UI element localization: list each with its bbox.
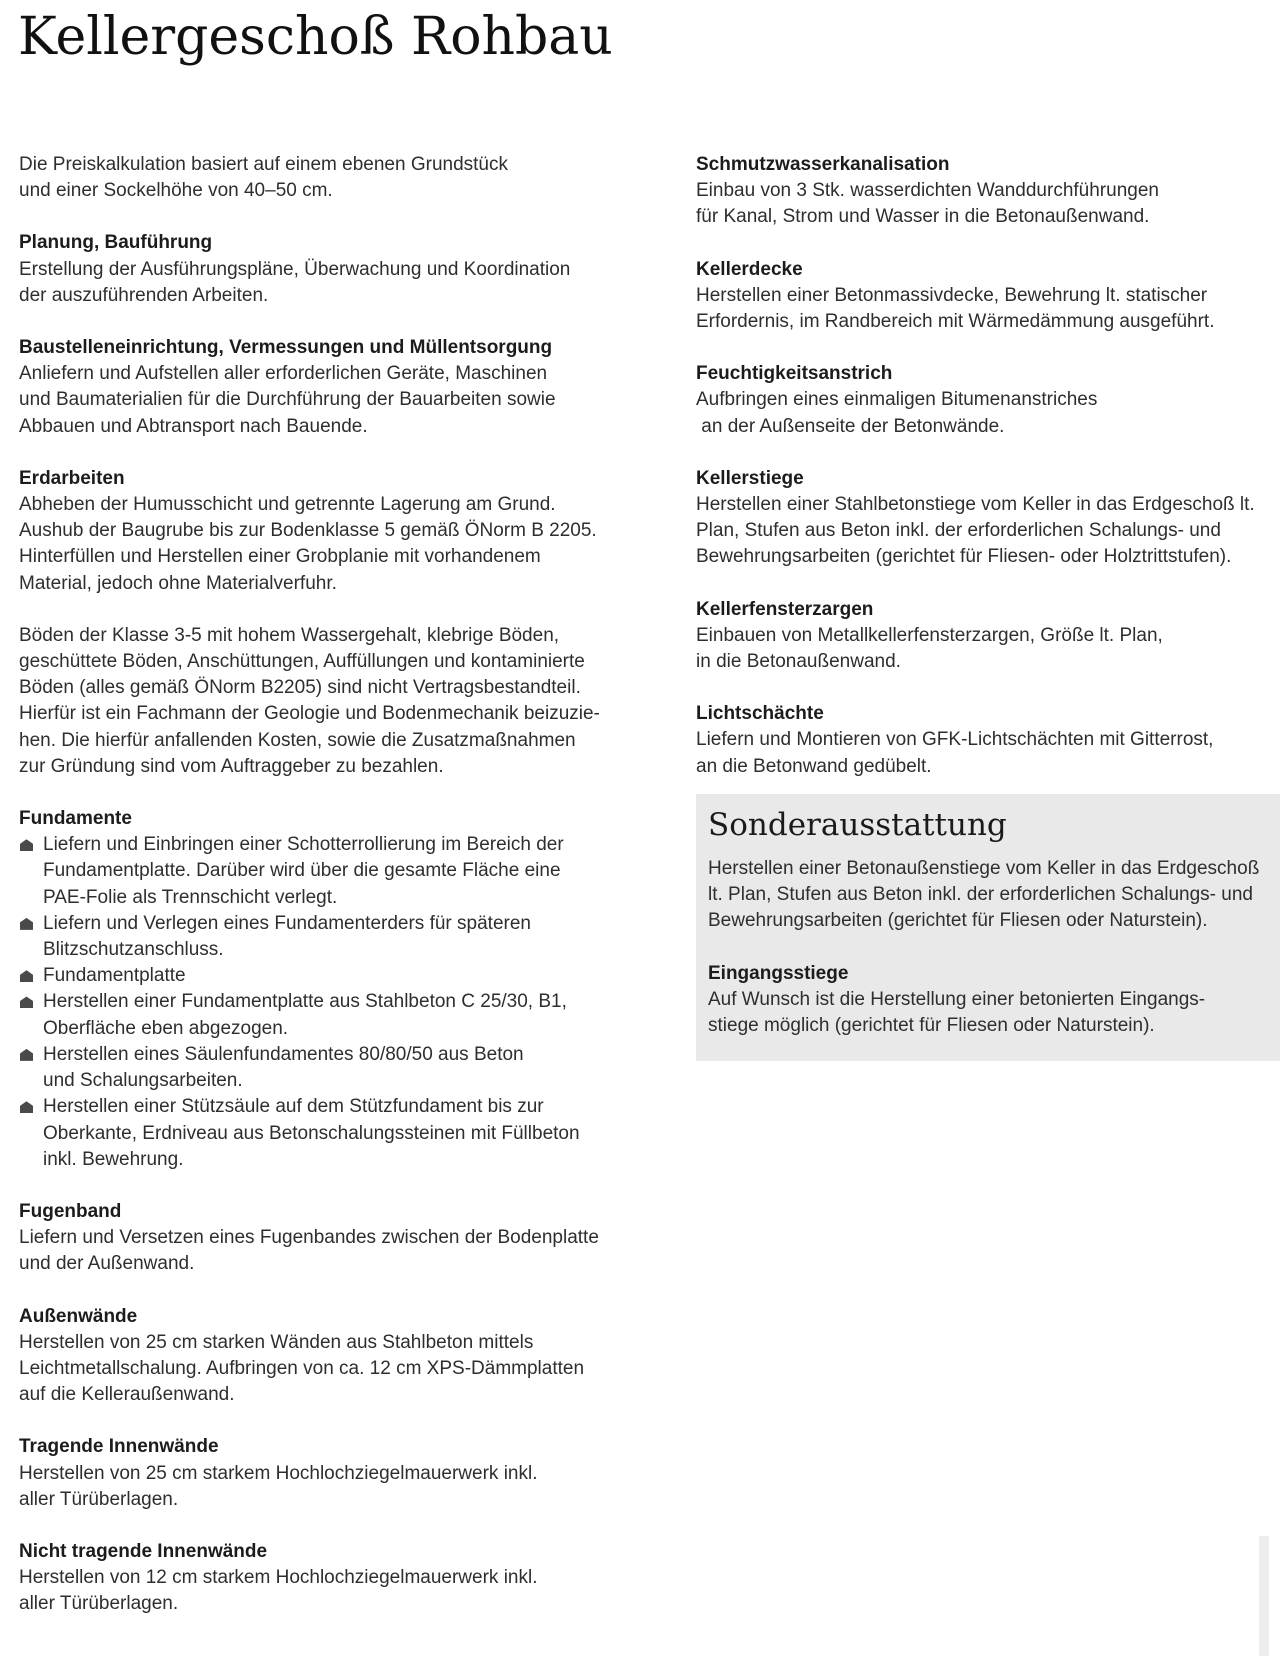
section-lichtschaechte bbox=[696, 701, 1280, 780]
section-fundamente bbox=[19, 806, 659, 1173]
section-fugenband bbox=[19, 1199, 659, 1278]
section-boeden-hinweis bbox=[19, 623, 659, 780]
section-line: in die Betonaußenwand. bbox=[696, 651, 901, 673]
section-line: an die Betonwand gedübelt. bbox=[696, 755, 932, 777]
list-item bbox=[19, 1042, 659, 1094]
section-heading: Kellerstiege bbox=[696, 467, 804, 489]
house-bullet-icon bbox=[20, 1049, 33, 1061]
sonderausstattung-box bbox=[696, 794, 1280, 1061]
section-line: für Kanal, Strom und Wasser in die Betonaußenwand. bbox=[696, 206, 1150, 228]
section-planung bbox=[19, 230, 659, 309]
section-tragende-innenwaende bbox=[19, 1434, 659, 1513]
section-line: Herstellen einer Stahlbetonstiege vom Keller in das Erdgeschoß lt. bbox=[696, 494, 1255, 516]
section-line: Abheben der Humusschicht und getrennte Lagerung am Grund. bbox=[19, 494, 556, 516]
section-line: stiege möglich (gerichtet für Fliesen oder Naturstein). bbox=[708, 1015, 1155, 1037]
section-line: lt. Plan, Stufen aus Beton inkl. der erforderlichen Schalungs- und bbox=[708, 884, 1253, 906]
section-line: Einbauen von Metallkellerfensterzargen, Größe lt. Plan, bbox=[696, 624, 1163, 646]
section-line: Bewehrungsarbeiten (gerichtet für Fliesen- oder Holztrittstufen). bbox=[696, 546, 1232, 568]
list-item bbox=[19, 832, 659, 911]
section-schmutzwasserkanalisation bbox=[696, 152, 1280, 231]
section-line: und Baumaterialien für die Durchführung der Bauarbeiten sowie bbox=[19, 389, 556, 411]
house-bullet-icon bbox=[20, 918, 33, 930]
section-line: Erstellung der Ausführungspläne, Überwachung und Koordination bbox=[19, 258, 571, 280]
section-line: der auszuführenden Arbeiten. bbox=[19, 284, 269, 306]
section-heading: Schmutzwasserkanalisation bbox=[696, 154, 950, 175]
section-feuchtigkeitsanstrich bbox=[696, 361, 1280, 440]
section-heading: Fugenband bbox=[19, 1200, 122, 1222]
section-line: Hierfür ist ein Fachmann der Geologie und Bodenmechanik beizuzie- bbox=[19, 703, 600, 725]
section-aussenwaende bbox=[19, 1304, 659, 1409]
section-line: Material, jedoch ohne Materialverfuhr. bbox=[19, 572, 337, 594]
section-line: auf die Kelleraußenwand. bbox=[19, 1384, 235, 1406]
section-line: Liefern und Montieren von GFK-Lichtschächten mit Gitterrost, bbox=[696, 729, 1214, 751]
section-line: Anliefern und Aufstellen aller erforderlichen Geräte, Maschinen bbox=[19, 363, 548, 385]
section-line: Liefern und Versetzen eines Fugenbandes zwischen der Bodenplatte bbox=[19, 1227, 599, 1249]
section-heading: Fundamente bbox=[19, 808, 132, 830]
sonderausstattung-intro bbox=[708, 856, 1278, 935]
house-bullet-icon bbox=[20, 996, 33, 1008]
section-line: an der Außenseite der Betonwände. bbox=[696, 415, 1005, 437]
section-heading: Außenwände bbox=[19, 1305, 138, 1327]
list-item-line: Fundamentplatte bbox=[43, 965, 186, 987]
list-item-line: Oberfläche eben abgezogen. bbox=[43, 1017, 289, 1039]
list-item-line: Liefern und Verlegen eines Fundamenterders für späteren bbox=[43, 912, 531, 934]
sonderausstattung-title: Sonderausstattung bbox=[708, 807, 1007, 843]
section-kellerdecke bbox=[696, 257, 1280, 336]
section-line: hen. Die hierfür anfallenden Kosten, sowie die Zusatzmaßnahmen bbox=[19, 729, 576, 751]
section-line: Einbau von 3 Stk. wasserdichten Wanddurchführungen bbox=[696, 180, 1159, 202]
section-baustelleneinrichtung bbox=[19, 335, 659, 440]
house-bullet-icon bbox=[20, 970, 33, 982]
section-line: Leichtmetallschalung. Aufbringen von ca. 12 cm XPS-Dämmplatten bbox=[19, 1357, 585, 1379]
section-line: Hinterfüllen und Herstellen einer Grobplanie mit vorhandenem bbox=[19, 546, 541, 568]
list-item bbox=[19, 911, 659, 963]
list-item-line: und Schalungsarbeiten. bbox=[43, 1070, 243, 1092]
list-item bbox=[19, 1094, 659, 1173]
section-line: Herstellen von 25 cm starkem Hochlochziegelmauerwerk inkl. bbox=[19, 1462, 538, 1484]
section-heading: Erdarbeiten bbox=[19, 467, 125, 489]
intro-line: Die Preiskalkulation basiert auf einem ebenen Grundstück bbox=[19, 154, 508, 175]
intro-line: und einer Sockelhöhe von 40–50 cm. bbox=[19, 180, 333, 202]
page-title: Kellergeschoß Rohbau bbox=[18, 7, 613, 67]
section-heading: Nicht tragende Innenwände bbox=[19, 1540, 268, 1562]
section-line: Aushub der Baugrube bis zur Bodenklasse 5 gemäß ÖNorm B 2205. bbox=[19, 520, 597, 542]
section-heading: Kellerfensterzargen bbox=[696, 598, 874, 620]
section-heading: Kellerdecke bbox=[696, 258, 803, 280]
house-bullet-icon bbox=[20, 1101, 33, 1113]
list-item-line: Herstellen einer Stützsäule auf dem Stützfundament bis zur bbox=[43, 1096, 544, 1118]
section-heading: Planung, Bauführung bbox=[19, 232, 213, 254]
section-line: Böden (alles gemäß ÖNorm B2205) sind nicht Vertragsbestandteil. bbox=[19, 677, 581, 699]
section-line: Abbauen und Abtransport nach Bauende. bbox=[19, 415, 368, 437]
section-heading: Baustelleneinrichtung, Vermessungen und Müllentsorgung bbox=[19, 337, 553, 359]
section-erdarbeiten bbox=[19, 466, 659, 597]
bullet-list bbox=[19, 832, 659, 1173]
list-item-line: Blitzschutzanschluss. bbox=[43, 939, 224, 961]
section-line: zur Gründung sind vom Auftraggeber zu bezahlen. bbox=[19, 755, 444, 777]
list-item-line: Oberkante, Erdniveau aus Betonschalungssteinen mit Füllbeton bbox=[43, 1122, 580, 1144]
section-kellerfensterzargen bbox=[696, 597, 1280, 676]
section-nicht-tragende-innenwaende bbox=[19, 1539, 659, 1618]
right-column bbox=[696, 152, 1280, 806]
list-item-line: Liefern und Einbringen einer Schotterrollierung im Bereich der bbox=[43, 834, 564, 856]
section-line: und der Außenwand. bbox=[19, 1253, 195, 1275]
section-line: aller Türüberlagen. bbox=[19, 1593, 179, 1615]
section-kellerstiege bbox=[696, 466, 1280, 571]
section-line: Böden der Klasse 3-5 mit hohem Wassergehalt, klebrige Böden, bbox=[19, 624, 560, 646]
intro-paragraph bbox=[19, 152, 659, 204]
section-line: geschüttete Böden, Anschüttungen, Auffüllungen und kontaminierte bbox=[19, 651, 585, 673]
list-item bbox=[19, 989, 659, 1041]
section-heading: Lichtschächte bbox=[696, 703, 824, 725]
list-item-line: inkl. Bewehrung. bbox=[43, 1148, 184, 1170]
section-line: Auf Wunsch ist die Herstellung einer betonierten Eingangs- bbox=[708, 988, 1206, 1010]
section-line: Aufbringen eines einmaligen Bitumenanstriches bbox=[696, 389, 1098, 411]
section-heading: Eingangsstiege bbox=[708, 962, 849, 984]
list-item-line: Fundamentplatte. Darüber wird über die gesamte Fläche eine bbox=[43, 860, 561, 882]
list-item-line: PAE-Folie als Trennschicht verlegt. bbox=[43, 886, 338, 908]
section-line: Herstellen einer Betonmassivdecke, Bewehrung lt. statischer bbox=[696, 284, 1208, 306]
list-item-line: Herstellen eines Säulenfundamentes 80/80/50 aus Beton bbox=[43, 1043, 524, 1065]
list-item bbox=[19, 963, 659, 989]
sonderausstattung-content bbox=[708, 804, 1278, 1039]
list-item-line: Herstellen einer Fundamentplatte aus Stahlbeton C 25/30, B1, bbox=[43, 991, 567, 1013]
scrollbar[interactable] bbox=[1259, 1536, 1269, 1656]
section-line: Erfordernis, im Randbereich mit Wärmedämmung ausgeführt. bbox=[696, 311, 1215, 333]
section-line: Herstellen von 25 cm starken Wänden aus Stahlbeton mittels bbox=[19, 1331, 534, 1353]
house-bullet-icon bbox=[20, 839, 33, 851]
section-line: aller Türüberlagen. bbox=[19, 1488, 179, 1510]
section-heading: Feuchtigkeitsanstrich bbox=[696, 363, 893, 385]
section-line: Herstellen einer Betonaußenstiege vom Keller in das Erdgeschoß bbox=[708, 858, 1260, 879]
left-column bbox=[19, 152, 659, 1644]
section-line: Herstellen von 12 cm starkem Hochlochziegelmauerwerk inkl. bbox=[19, 1567, 538, 1589]
section-heading: Tragende Innenwände bbox=[19, 1436, 219, 1458]
section-line: Plan, Stufen aus Beton inkl. der erforderlichen Schalungs- und bbox=[696, 520, 1221, 542]
section-eingangsstiege bbox=[708, 961, 1278, 1040]
section-line: Bewehrungsarbeiten (gerichtet für Fliesen oder Naturstein). bbox=[708, 910, 1208, 932]
